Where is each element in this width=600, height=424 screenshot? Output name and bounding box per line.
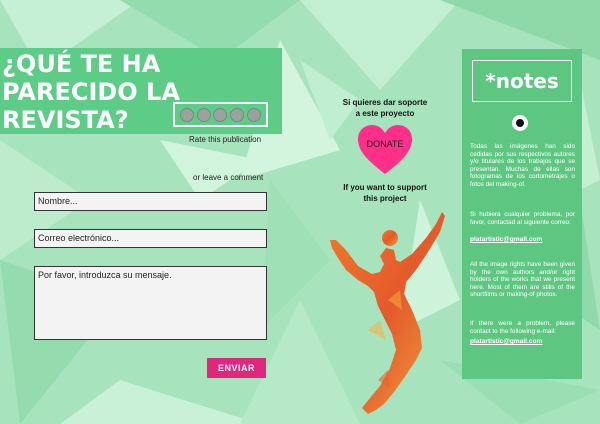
name-field[interactable]: Nombre... (34, 192, 267, 211)
notes-es-email-link[interactable]: platartistic@gmail.com (470, 236, 543, 243)
star-2-icon[interactable] (197, 108, 211, 122)
email-field[interactable]: Correo electrónico... (34, 229, 267, 248)
donate-text-en (330, 182, 440, 204)
star-4-icon[interactable] (230, 108, 244, 122)
feedback-title (2, 50, 202, 134)
message-field[interactable]: Por favor, introduzca su mensaje. (34, 266, 267, 340)
notes-es-paragraph-2: Si hubiera cualquier problema, por favor, contactad al siguiente correo: (470, 211, 575, 226)
donate-label[interactable]: DONATE (366, 139, 404, 149)
notes-en-email-link[interactable]: platartistic@gmail.com (470, 338, 543, 345)
notes-en-paragraph-1: All the image rights have been given by the own authors and/or right holders of the works that we present here. Most of them are stills of the shortfilms or making-of photos. (470, 261, 575, 299)
feedback-title-line-3: REVISTA? (2, 106, 129, 134)
donate-en-line-1: If you want to support (343, 183, 427, 192)
star-5-icon[interactable] (247, 108, 261, 122)
bullet-dot-icon (512, 115, 528, 131)
star-1-icon[interactable] (180, 108, 194, 122)
comment-label: or leave a comment (193, 173, 264, 182)
donate-en-line-2: this project (363, 194, 407, 203)
star-3-icon[interactable] (213, 108, 227, 122)
notes-title: *notes (472, 60, 572, 102)
notes-en-paragraph-2: If there were a problem, please contact to the following e-mail: (470, 320, 575, 335)
rate-label: Rate this publication (189, 135, 262, 144)
feedback-title-line-1: ¿QUÉ TE HA (2, 50, 161, 78)
donate-text-es (330, 97, 440, 119)
star-rating[interactable] (173, 102, 268, 127)
dancer-illustration (328, 210, 446, 416)
donate-es-line-2: a este proyecto (355, 109, 415, 118)
send-button[interactable]: ENVIAR (207, 358, 266, 378)
donate-es-line-1: Si quieres dar soporte (342, 98, 428, 107)
feedback-title-line-2: PARECIDO LA (2, 78, 180, 106)
notes-es-paragraph-1: Todas las imágenes han sido cedidas por sus respectivos autores y/o titulares de los trabajos que se presentan. Muchas de ellas son fotogramas de los cortometrajes o fotos del making-of. (470, 143, 575, 188)
donate-heart-button[interactable] (357, 124, 413, 176)
